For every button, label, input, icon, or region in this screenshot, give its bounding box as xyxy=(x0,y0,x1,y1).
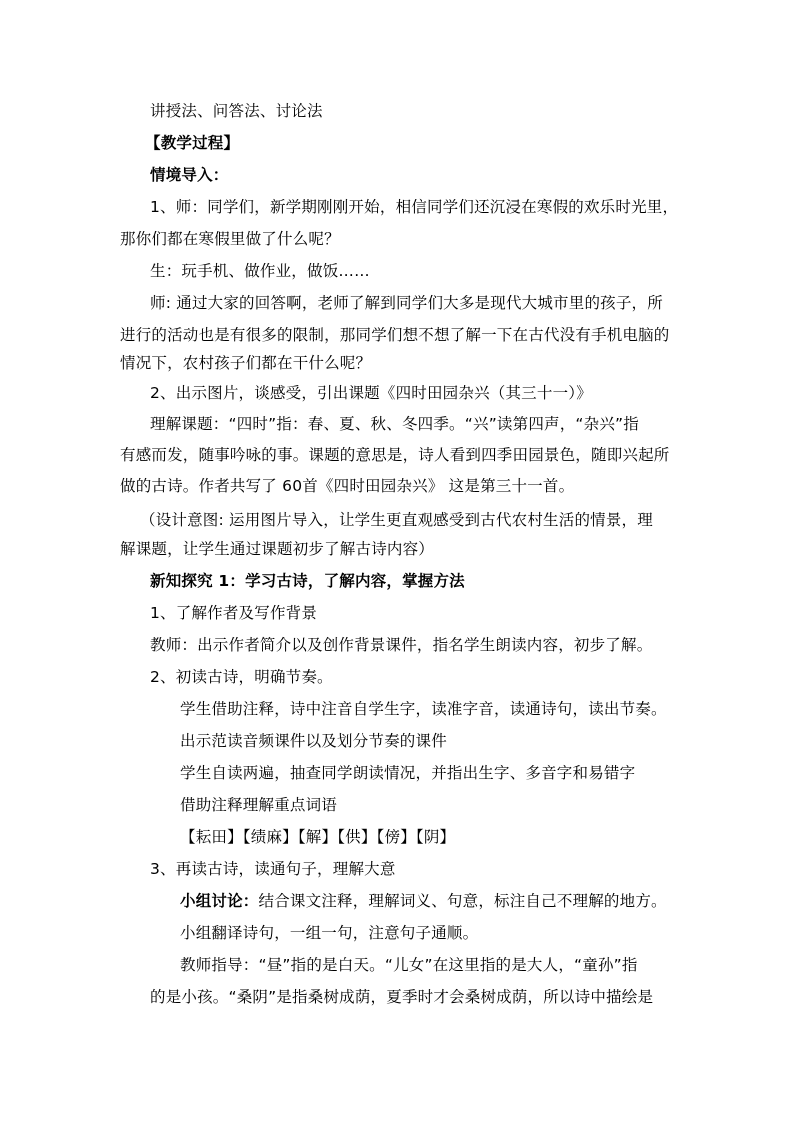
paragraph-line: 的是小孩。“桑阴”是指桑树成荫，夏季时才会桑树成荫，所以诗中描绘是 xyxy=(150,988,654,1006)
key-words-line: 【耘田】【绩麻】【解】【供】【傍】【阴】 xyxy=(180,828,456,846)
indented-line: 学生自读两遍，抽查同学朗读情况，并指出生字、多音字和易错字 xyxy=(180,764,636,782)
paragraph-line: 2、初读古诗，明确节奏。 xyxy=(150,668,333,686)
paragraph-line: 情况下，农村孩子们都在干什么呢？ xyxy=(120,354,372,372)
design-intent-line: 解课题，让学生通过课题初步了解古诗内容） xyxy=(120,540,435,558)
paragraph-line: 教师：出示作者简介以及创作背景课件，指名学生朗读内容，初步了解。 xyxy=(150,636,653,654)
paragraph-line: 有感而发，随事吟咏的事。课题的意思是，诗人看到四季田园景色，随即兴起所 xyxy=(120,446,670,464)
paragraph-line: 3、再读古诗，读通句子，理解大意 xyxy=(150,860,396,878)
design-intent-line: （设计意图: 运用图片导入，让学生更直观感受到古代农村生活的情景，理 xyxy=(140,511,653,529)
paragraph-line: 进行的活动也是有很多的限制，那同学们想不想了解一下在古代没有手机电脑的 xyxy=(120,326,670,344)
indented-line: 小组翻译诗句，一组一句，注意句子通顺。 xyxy=(180,924,479,942)
indented-line: 学生借助注释，诗中注音自学生字，读准字音，读通诗句，读出节奏。 xyxy=(180,700,667,718)
paragraph-line: 2、出示图片，谈感受，引出课题《四时田园杂兴（其三十一）》 xyxy=(150,384,592,402)
paragraph-line: 师: 通过大家的回答啊，老师了解到同学们大多是现代大城市里的孩子，所 xyxy=(150,294,663,312)
subheading-intro: 情境导入： xyxy=(150,166,229,184)
paragraph-line: 1、了解作者及写作背景 xyxy=(150,604,318,622)
group-discussion-label: 小组讨论： xyxy=(180,892,259,910)
paragraph-line: 那你们都在寒假里做了什么呢？ xyxy=(120,230,340,248)
indented-line: 出示范读音频课件以及划分节奏的课件 xyxy=(180,732,447,750)
paragraph-line: 教师指导：“昼”指的是白天。“儿女”在这里指的是大人，“童孙”指 xyxy=(180,956,638,974)
paragraph-line: 理解课题：“四时”指：春、夏、秋、冬四季。“兴”读第四声，“杂兴”指 xyxy=(150,415,639,433)
teaching-methods: 讲授法、问答法、讨论法 xyxy=(150,102,323,120)
paragraph-line: 做的古诗。作者共写了 60首《四时田园杂兴》 这是第三十一首。 xyxy=(120,477,575,495)
paragraph-line: 生：玩手机、做作业，做饭…… xyxy=(150,262,370,280)
group-discussion-text: 结合课文注释，理解词义、句意，标注自己不理解的地方。 xyxy=(258,892,667,910)
group-discussion-line xyxy=(180,891,667,911)
subheading-new-knowledge: 新知探究 1：学习古诗，了解内容，掌握方法 xyxy=(150,572,465,590)
section-heading-process: 【教学过程】 xyxy=(145,134,240,152)
paragraph-line: 1、师：同学们，新学期刚刚开始，相信同学们还沉浸在寒假的欢乐时光里， xyxy=(150,198,679,216)
indented-line: 借助注释理解重点词语 xyxy=(180,796,338,814)
